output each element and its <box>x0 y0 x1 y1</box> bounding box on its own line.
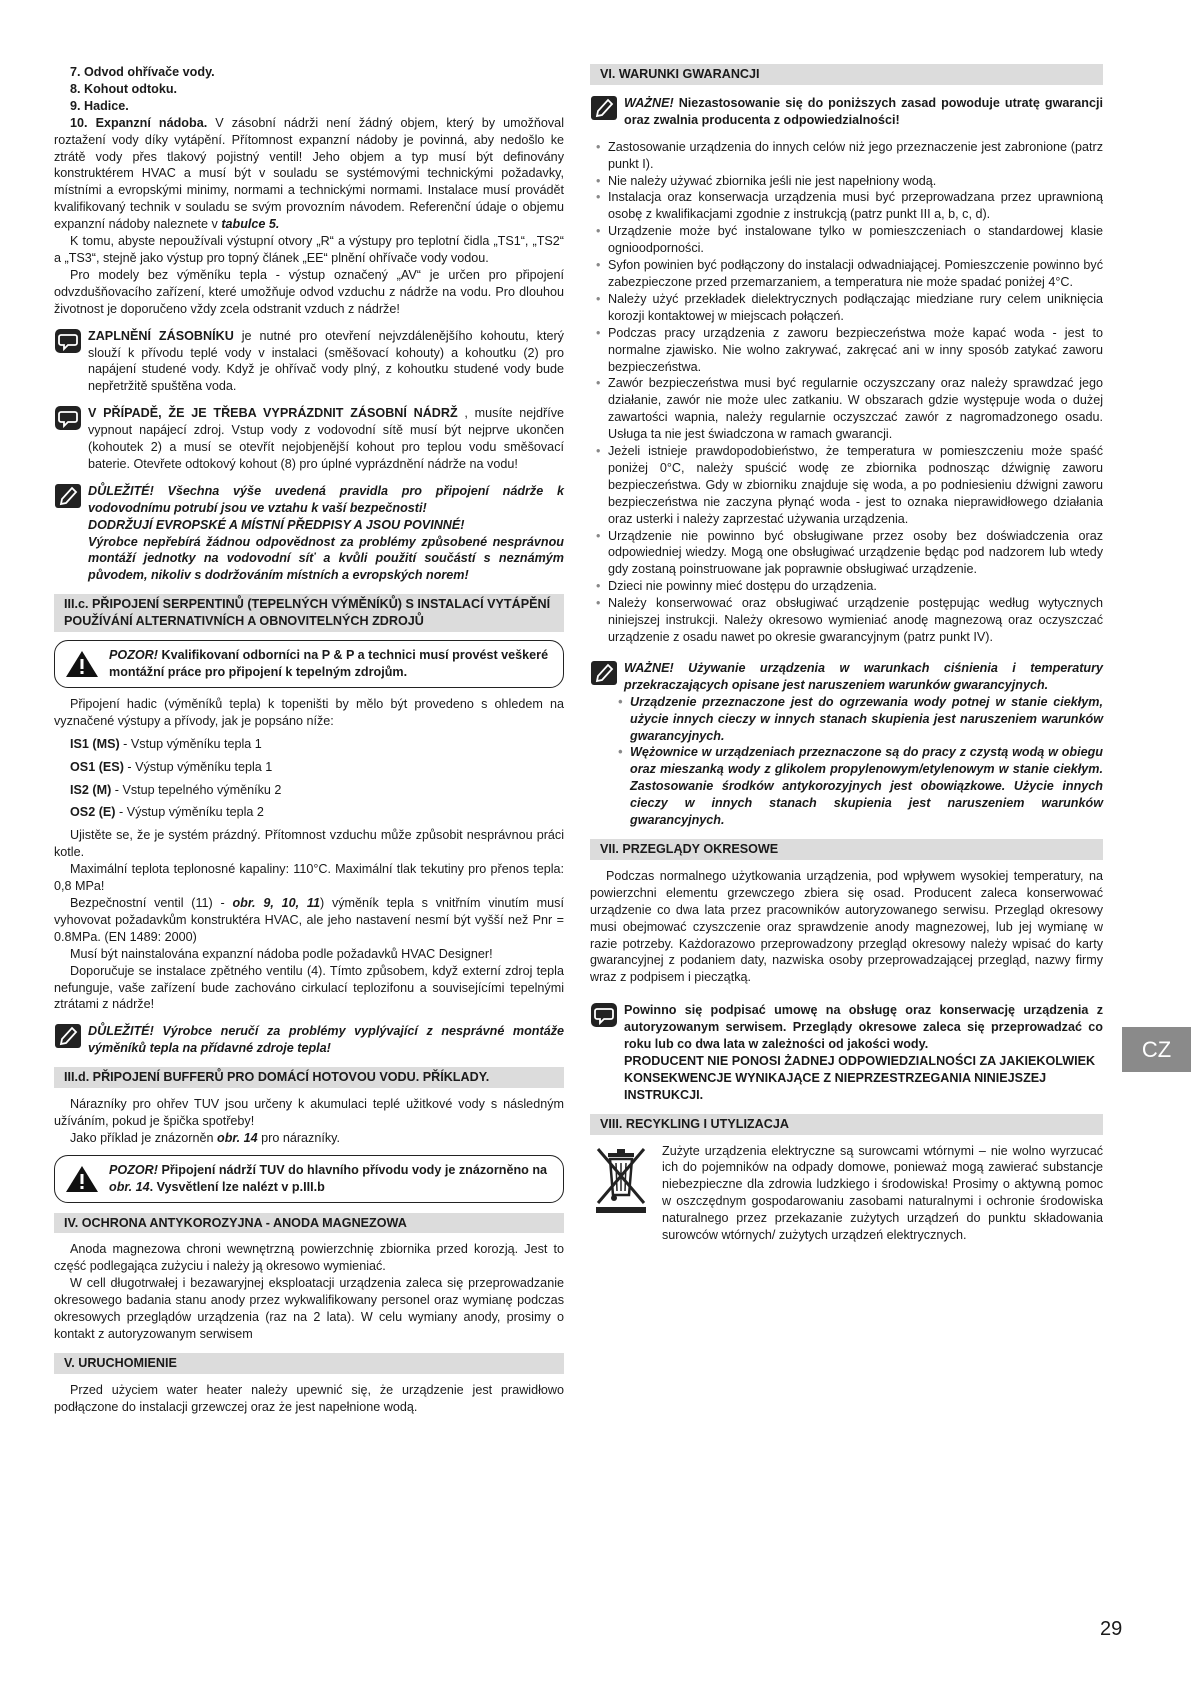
list-item: • Zastosowanie urządzenia do innych celów niż jego przeznaczenie jest zabronione (patrz punkt I). <box>590 139 1103 173</box>
list-item: OS1 (ES) - Výstup výměníku tepla 1 <box>70 759 273 774</box>
page-number: 29 <box>1100 1618 1123 1640</box>
warning-triangle-icon <box>65 649 99 679</box>
outlets-paragraph: K tomu, abyste nepoužívali výstupní otvory „R“ a výstupy pro teplotní čidla „TS1“, „TS2“ a „TS3“, stejně jako výstup pro topný článek „EE“ plnění ohřívače vody vodou. <box>54 234 564 265</box>
exchanger-list <box>54 736 564 822</box>
list-item: • Jeżeli istnieje prawdopodobieństwo, że temperatura w pomieszczeniu może spaść poniżej 0°C, należy spuścić wodę ze zbiornika podnosząc dźwignię zaworu bezpieczeństwa. Gdy w zbiorniku znajduje się woda, a po podniesieniu dźwigni zaworu bezpieczeństwa nie zaczyna płynąć woda - jest to oznaka nieprawidłowego działania oraz usterki i należy zaprzestać używania urządzenia. <box>590 443 1103 528</box>
list-item: • Wężownice w urządzeniach przeznaczone są do pracy z czystą wodą w obiegu oraz mieszanką wody z glikolem propylenowym/etylenowym w stanie ciekłym. Zastosowanie środków antykorozyjnych jest obowiązkowe. Użycie innych cieczy w innych stanach skupienia jest naruszeniem warunków gwarancyjnych. <box>612 744 1103 829</box>
important-note-1: DŮLEŽITÉ! Všechna výše uvedená pravidla pro připojení nádrže k vodovodnímu potrubí jsou ve vztahu k vaší bezpečnosti! DODRŽUJÍ EVROPSKÉ A MÍSTNÍ PŘEDPISY A JSOU POVINNÉ! Výrobce nepřebírá žádnou odpovědnost za problémy způsobené nesprávnou montáží jednotky na vodovodní síť a kvůli použití součástí s neznámým původem, nikoliv s dodržováním místních a evropských norem! <box>54 483 564 584</box>
models-paragraph: Pro modely bez výměníku tepla - výstup označený „AV“ je určen pro připojení odvzdušňovacího zařízení, které umožňuje odvod vzduchu z nádrže na vodu. Pro dlouhou životnost je doporučeno vždy zcela odstranit vzduch z nádrže! <box>54 267 564 316</box>
list-item: IS2 (M) - Vstup tepelného výměníku 2 <box>70 782 282 797</box>
list-item: 8. Kohout odtoku. <box>70 81 178 96</box>
safety-valve-paragraph: Bezpečnostní ventil (11) - obr. 9, 10, 11) výměník tepla s vnitřním vinutím musí vyhovovat požadavkům konstruktéra HVAC, ale jeho nastavení nesmí být vyšší než Pnr = 0.8MPa. (EN 1489: 2000) <box>54 895 564 944</box>
warning-box-1: POZOR! Kvalifikovaní odborníci na P & P a technici musí provést veškeré montážní práce pro připojení k tepelným zdrojům. <box>54 640 564 688</box>
note-service-contract: Powinno się podpisać umowę na obsługę oraz konserwację urządzenia z autoryzowanym serwisem. Przeglądy okresowe zaleca się przeprowadzać co roku lub co dwa lata w zależności od jakości wody. PRODUCENT NIE PONOSI ŻADNEJ ODPOWIEDZIALNOŚCI ZA JAKIEKOLWIEK KONSEKWENCJE WYNIKAJĄCE Z NIEPRZESTRZEGANIA NINIEJSZEJ INSTRUKCJI. <box>590 1002 1103 1103</box>
list-item: • Należy konserwować oraz obsługiwać urządzenie postępując według wytycznych niniejszej instrukcji. Należy okresowo wymieniać anodę magnezową oraz oczyszczać urządzenie z osadu nawet po okresie gwarancyjnym (patrz punkt IV). <box>590 595 1103 646</box>
pencil-icon <box>590 660 618 686</box>
list-item: 7. Odvod ohřívače vody. <box>70 65 215 79</box>
list-item: • Urządzenie nie powinno być obsługiwane przez osoby bez doświadczenia oraz odpowiedniej wiedzy. Mogą one obsługiwać urządzenie będąc pod nadzorem lub wtedy gdy zostaną poinstruowane jak poprawnie obsługiwać urządzenie. <box>590 528 1103 579</box>
list-item: • Nie należy używać zbiornika jeśli nie jest napełniony wodą. <box>590 173 1103 190</box>
section-header-4: IV. OCHRONA ANTYKOROZYJNA - ANODA MAGNEZOWA <box>54 1213 564 1234</box>
pencil-icon <box>54 1023 82 1049</box>
section-header-7: VII. PRZEGLĄDY OKRESOWE <box>590 839 1103 860</box>
list-item: • Podczas pracy urządzenia z zaworu bezpieczeństwa może kapać woda - jest to normalne zjawisko. Nie wolno zakrywać, zakręcać ani w inny sposób zatykać zaworu bezpieczeństwa. <box>590 325 1103 376</box>
list-item: • Zawór bezpieczeństwa musi być regularnie oczyszczany oraz należy sprawdzać jego działanie, zawór nie może ulec zatkaniu. W obszarach gdzie występuje woda o dużej zawartości wapnia, należy regularnie oczyszczać zawór z nagromadzonego osadu. Usługa ta nie jest świadczona w ramach gwarancji. <box>590 375 1103 443</box>
list-item: 9. Hadice. <box>70 98 129 113</box>
max-temp-paragraph: Maximální teplota teplonosné kapaliny: 110°C. Maximální tlak tekutiny pro přenos tepla: 0,8 MPa! <box>54 862 564 894</box>
warranty-conditions-list <box>590 139 1103 646</box>
section-header-5: V. URUCHOMIENIE <box>54 1353 564 1374</box>
note-fill-tank: ZAPLNĚNÍ ZÁSOBNÍKU je nutné pro otevření nejvzdálenějšího kohoutu, který slouží k přívodu teplé vody v instalaci (směšovací kohouty) a kohoutku (2) pro napájení studené vody. Když je ohřívač vody plný, z kohoutku studené vody bude nepřetržitě spuštěna voda. <box>54 328 564 396</box>
pencil-icon <box>54 483 82 509</box>
section-header-3c: III.c. PŘIPOJENÍ SERPENTINŮ (TEPELNÝCH VÝMĚNÍKŮ) S INSTALACÍ VYTÁPĚNÍ POUŽÍVÁNÍ ALTERNATIVNÍCH A OBNOVITELNÝCH ZDROJŮ <box>54 594 564 632</box>
pencil-icon <box>590 95 618 121</box>
speech-bubble-icon <box>590 1002 618 1028</box>
anode-paragraph-1: Anoda magnezowa chroni wewnętrzną powierzchnię zbiornika przed korozją. Jest to część podlegająca zużyciu i należy ją okresowo wymieniać. <box>54 1242 564 1274</box>
important-note-pressure: WAŻNE! Używanie urządzenia w warunkach ciśnienia i temperatury przekraczających opisane jest naruszeniem warunków gwarancyjnych. • Urządzenie przeznaczone jest do ogrzewania wody potnej w stanie ciekłym, użycie innych cieczy w innych stanach skupienia jest naruszeniem warunków gwarancyjnych. • Wężownice w urządzeniach przeznaczone są do pracy z czystą wodą w obiegu oraz mieszanką wody z glikolem propylenowym/etylenowym w stanie ciekłym. Zastosowanie środków antykorozyjnych jest obowiązkowe. Użycie innych cieczy w innych stanach skupienia jest naruszeniem warunków gwarancyjnych. <box>590 660 1103 829</box>
section-header-6: VI. WARUNKI GWARANCJI <box>590 64 1103 85</box>
list-item: • Urządzenie może być instalowane tylko w pomieszczeniach o standardowej klasie ognioodporności. <box>590 223 1103 257</box>
speech-bubble-icon <box>54 405 82 431</box>
hoses-paragraph: Připojení hadic (výměníků tepla) k topeništi by mělo být provedeno s ohledem na vyznačené výstupy a přívody, jak je popsáno níže: <box>54 696 564 728</box>
list-item: • Dzieci nie powinny mieć dostępu do urządzenia. <box>590 578 1103 595</box>
right-column <box>590 64 1103 1244</box>
list-item: • Instalacja oraz konserwacja urządzenia musi być przeprowadzana przez uprawnioną osobę z kwalifikacjami zgodnie z instrukcją (patrz punkt III a, b, c, d). <box>590 189 1103 223</box>
check-valve-paragraph: Doporučuje se instalace zpětného ventilu (4). Tímto způsobem, když externí zdroj tepla nefunguje, vaše zařízení bude zachováno cirkulací teplozifonu a souvisejícími tepelnými ztrátami z nádrže! <box>54 963 564 1012</box>
section-header-8: VIII. RECYKLING I UTYLIZACJA <box>590 1114 1103 1135</box>
crossed-bin-icon <box>590 1143 652 1215</box>
warning-box-2: POZOR! Připojení nádrží TUV do hlavního přívodu vody je znázorněno na obr. 14. Vysvětlení lze nalézt v p.III.b <box>54 1155 564 1203</box>
example-paragraph: Jako příklad je znázorněn obr. 14 pro nárazníky. <box>70 1130 340 1145</box>
empty-system-paragraph: Ujistěte se, že je systém prázdný. Přítomnost vzduchu může způsobit nesprávnou práci kotle. <box>54 828 564 860</box>
anode-paragraph-2: W cell długotrwałej i bezawaryjnej eksploatacji urządzenia zaleca się przeprowadzanie okresowego badania stanu anody przez wykwalifikowany personel oraz wymianę podczas okresowych przeglądów urządzenia (raz na 2 lata). W celu wymiany anody, prosimy o kontakt z autoryzowanym serwisem <box>54 1276 564 1341</box>
note-drain-tank: V PŘÍPADĚ, ŽE JE TŘEBA VYPRÁZDNIT ZÁSOBNÍ NÁDRŽ , musíte nejdříve vypnout napájecí zdroj. Vstup vody z vodovodní sítě musí být nejprve ukončen (kohoutek 2) a musí se otevřít nejobjenější kohout pro teplou vodu směšovací baterie. Otevřete odtokový kohout (8) pro úplné vyprázdnění nádrže na vodu! <box>54 405 564 473</box>
important-note-2: DŮLEŽITÉ! Výrobce neručí za problémy vyplývající z nesprávné montáže výměníků tepla na přídavné zdroje tepla! <box>54 1023 564 1057</box>
startup-paragraph: Przed użyciem water heater należy upewnić się, że urządzenie jest prawidłowo podłączone do instalacji grzewczej oraz że jest napełnione wodą. <box>54 1382 564 1414</box>
buffer-paragraph: Nárazníky pro ohřev TUV jsou určeny k akumulaci teplé užitkové vody s následným užíváním, pokud je špička spotřeby! <box>54 1097 564 1128</box>
list-item: OS2 (E) - Výstup výměníku tepla 2 <box>70 805 264 820</box>
speech-bubble-icon <box>54 328 82 354</box>
section-header-3d: III.d. PŘIPOJENÍ BUFFERŮ PRO DOMÁCÍ HOTOVOU VODU. PŘÍKLADY. <box>54 1067 564 1088</box>
warning-triangle-icon <box>65 1164 99 1194</box>
language-tab: CZ <box>1122 1027 1191 1072</box>
recycling-paragraph: Zużyte urządzenia elektryczne są surowcami wtórnymi – nie wolno wyrzucać ich do pojemników na odpady domowe, ponieważ mogą zawierać substancje niebezpieczne dla zdrowia ludzkiego i środowiska! Prosimy o aktywną pomoc w oszczędnym gospodarowaniu zasobami naturalnymi i ochronie środowiska naturalnego przez przekazanie zużytych urządzeń do punktu składowania surowców wtórnych/ zużytych urządzeń elektrycznych. <box>662 1143 1103 1243</box>
left-column <box>54 64 564 1416</box>
list-item: • Urządzenie przeznaczone jest do ogrzewania wody potnej w stanie ciekłym, użycie innych cieczy w innych stanach skupienia jest naruszeniem warunków gwarancyjnych. <box>612 694 1103 745</box>
recycling-block <box>590 1143 1103 1244</box>
important-note-warranty: WAŻNE! Niezastosowanie się do poniższych zasad powoduje utratę gwarancji oraz zwalnia producenta z odpowiedzialności! <box>590 95 1103 129</box>
periodic-inspection-paragraph: Podczas normalnego użytkowania urządzenia, pod wpływem wysokiej temperatury, na powierzchni elementu grzewczego zbiera się osad. Producent zaleca konserwować urządzenie co dwa lata przez pracowników autoryzowanego serwisu. Przegląd okresowy musi obejmować czyszczenie oraz sprawdzenie anody magnezowej, lub jej wymianę w razie potrzeby. Każdorazowo przeprowadzony przegląd okresowy należy wpisać do karty gwarancyjnej z podaniem daty, nazwiska osoby przeprowadzającej przegląd, nazwy firmy wraz z podpisem i pieczątką. <box>590 868 1103 985</box>
expansion-tank-paragraph: 10. Expanzní nádoba. V zásobní nádrži není žádný objem, který by umožňoval roztažení vody díky vytápění. Přítomnost expanzní nádoby je povinná, aby nedošlo ke ztrátě vody přes tlakový pojistný ventil! Jeho objem a typ musí být definovány konstruktérem HVAC a musí být v souladu se systémovými technickými požadavky, místními a evropskými minimy, normami a technickými normami. Instalace musí provádět kvalifikovaný technik v souladu se svým provozním návodem. Referenční údaje o objemu expanzní nádoby naleznete v tabulce 5. <box>54 115 564 232</box>
list-item: • Syfon powinien być podłączony do instalacji odwadniającej. Pomieszczenie powinno być zabezpieczone przed przemarzaniem, a temperatura nie może spadać poniżej 4°C. <box>590 257 1103 291</box>
list-item: IS1 (MS) - Vstup výměníku tepla 1 <box>70 736 262 751</box>
list-item: • Należy użyć przekładek dielektrycznych podłączając miedziane rury celem uniknięcia korozji kontaktowej w miejscach połączeń. <box>590 291 1103 325</box>
expansion-required-paragraph: Musí být nainstalována expanzní nádoba podle požadavků HVAC Designer! <box>70 946 493 961</box>
